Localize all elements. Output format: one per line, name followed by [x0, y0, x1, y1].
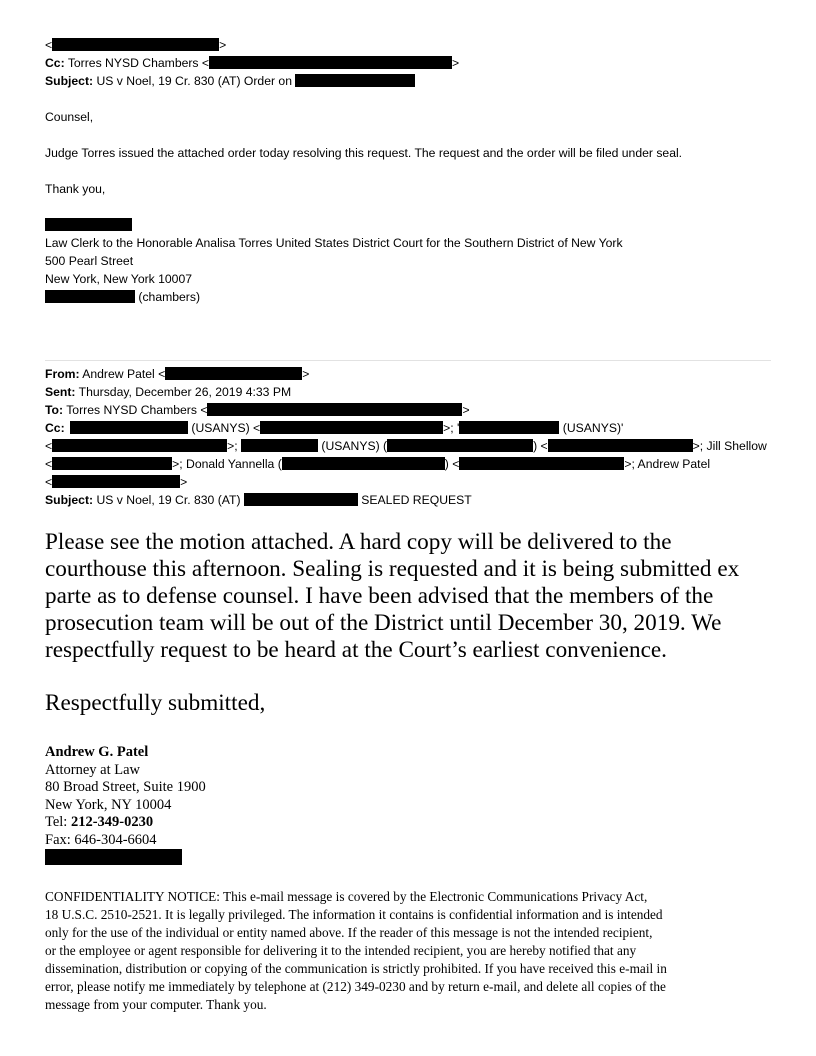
signature-fax: Fax: 646-304-6604: [45, 831, 157, 848]
reply-greeting: Counsel,: [45, 110, 94, 124]
redaction-block: [548, 439, 693, 452]
original-cc-line-4: < >: [45, 475, 188, 489]
original-to-line: To: Torres NYSD Chambers < >: [45, 403, 470, 417]
body-line: prosecution team will be out of the District until December 30, 2019. We: [45, 610, 722, 636]
redaction-block: [241, 439, 318, 452]
body-line: Please see the motion attached. A hard copy will be delivered to the: [45, 529, 672, 555]
notice-line: message from your computer. Thank you.: [45, 997, 267, 1012]
redaction-block: [282, 457, 445, 470]
body-line: respectfully request to be heard at the Court’s earliest convenience.: [45, 637, 667, 663]
redaction-block: [52, 439, 227, 452]
notice-line: or the employee or agent responsible for delivering it to the intended recipient, you are hereby notified that any: [45, 943, 637, 958]
signature-title: Attorney at Law: [45, 761, 141, 778]
notice-line: CONFIDENTIALITY NOTICE: This e-mail message is covered by the Electronic Communications Privacy Act,: [45, 889, 648, 904]
redaction-block: [459, 457, 624, 470]
original-cc-line-2: < >; (USANYS) ( ) < >; Jill Shellow: [45, 439, 767, 453]
signature-street: 80 Broad Street, Suite 1900: [45, 779, 206, 795]
redaction-block: [52, 475, 180, 488]
notice-line: only for the use of the individual or entity named above. If the reader of this message is not the intended recipient,: [45, 925, 653, 940]
redaction-block: [244, 493, 358, 506]
clerk-chambers-phone: (chambers): [45, 288, 200, 306]
signature-tel: Tel: 212-349-0230: [45, 814, 154, 830]
notice-line: dissemination, distribution or copying of the communication is strictly prohibited. If you have received this e-mail in: [45, 961, 667, 976]
redaction-block: [209, 56, 452, 69]
signature-city: New York, NY 10004: [45, 796, 172, 813]
redaction-block: [70, 421, 188, 434]
reply-message: Judge Torres issued the attached order today resolving this request. The request and the order will be filed under seal.: [45, 146, 683, 160]
signature-name: Andrew G. Patel: [45, 744, 149, 760]
body-line: parte as to defense counsel. I have been advised that the members of the: [45, 583, 714, 609]
redaction-block: [207, 403, 462, 416]
reply-thanks: Thank you,: [45, 182, 106, 196]
redaction-block: [260, 421, 443, 434]
reply-recipient-line: < >: [45, 38, 227, 52]
divider: [45, 360, 771, 361]
clerk-address-city: New York, New York 10007: [45, 272, 193, 286]
notice-line: 18 U.S.C. 2510-2521. It is legally privileged. The information it contains is confidential information and is intended: [45, 907, 663, 922]
original-cc-line-3: < >; Donald Yannella ( ) < >; Andrew Patel: [45, 457, 711, 471]
redaction-block: [45, 290, 135, 303]
redaction-block: [52, 38, 219, 51]
original-cc-line-1: Cc: (USANYS) < >; ' (USANYS)': [45, 421, 624, 435]
redaction-block: [52, 457, 172, 470]
clerk-title: Law Clerk to the Honorable Analisa Torres United States District Court for the Southern District of New York: [45, 236, 623, 250]
redaction-block: [387, 439, 533, 452]
redaction-block: [295, 74, 415, 87]
original-sent-line: Sent: Thursday, December 26, 2019 4:33 PM: [45, 385, 292, 399]
redaction-block: [45, 849, 182, 865]
signature-block: [45, 744, 206, 868]
redaction-block: [459, 421, 559, 434]
redaction-block: [165, 367, 302, 380]
reply-cc-line: Cc: Torres NYSD Chambers < >: [45, 56, 460, 70]
redaction-block: [45, 218, 132, 231]
reply-subject-line: Subject: US v Noel, 19 Cr. 830 (AT) Order on: [45, 72, 415, 90]
signature-email: [45, 849, 206, 868]
confidentiality-notice: [45, 888, 785, 1014]
original-body: [45, 529, 785, 664]
clerk-name-line: [45, 216, 132, 234]
closing: Respectfully submitted,: [45, 690, 266, 716]
body-line: courthouse this afternoon. Sealing is requested and it is being submitted ex: [45, 556, 740, 582]
notice-line: error, please notify me immediately by telephone at (212) 349-0230 and by return e-mail, and delete all copies of the: [45, 979, 666, 994]
clerk-address-street: 500 Pearl Street: [45, 254, 134, 268]
original-from-line: From: Andrew Patel < >: [45, 367, 310, 381]
original-subject-line: Subject: US v Noel, 19 Cr. 830 (AT) SEALED REQUEST: [45, 493, 472, 507]
